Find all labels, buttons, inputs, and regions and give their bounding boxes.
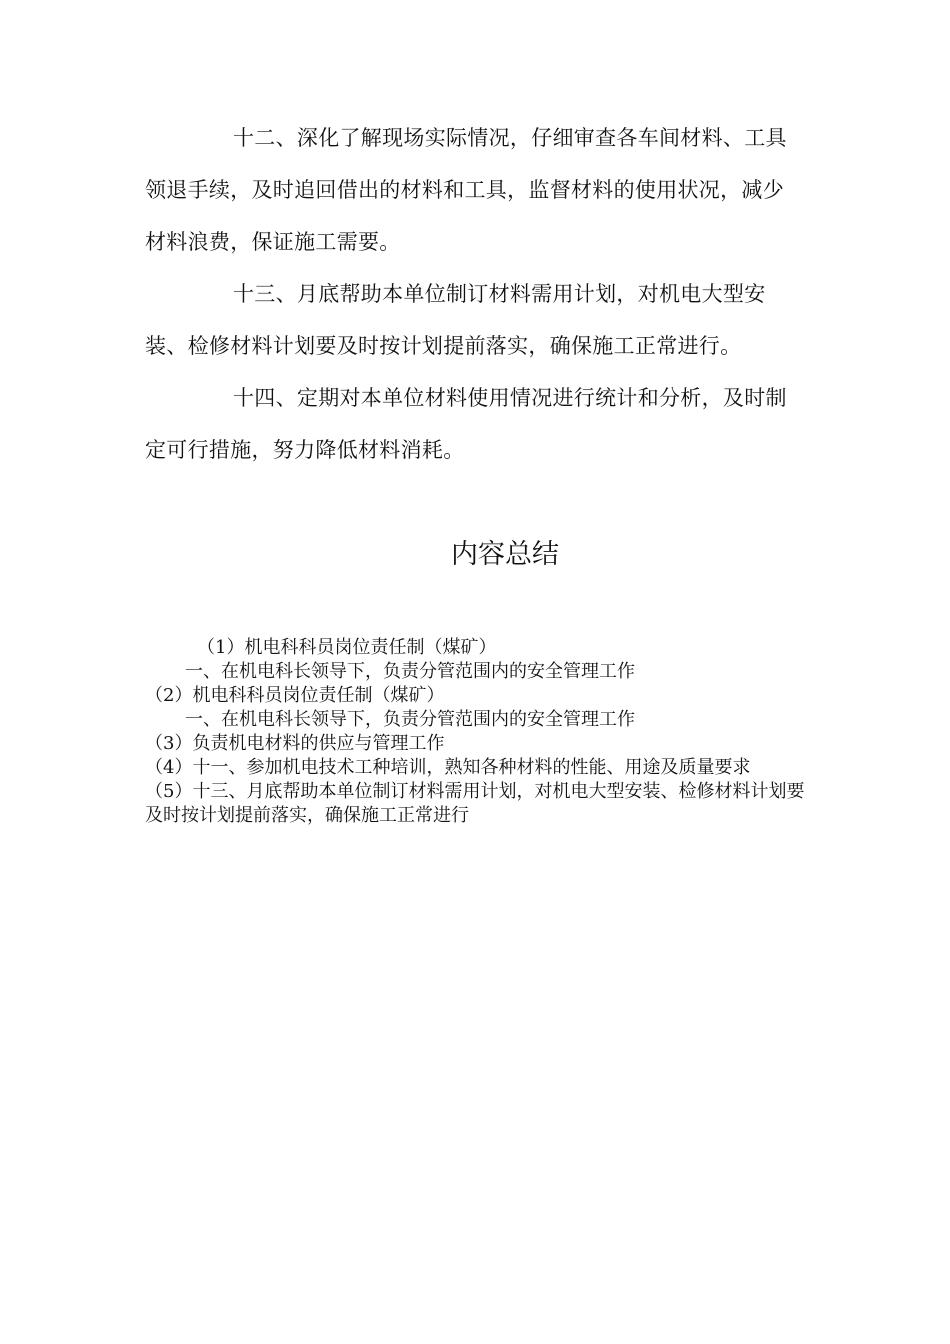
- paragraph-14: 十四、定期对本单位材料使用情况进行统计和分析，及时制定可行措施，努力降低材料消耗。: [145, 386, 787, 462]
- paragraph-12: 十二、深化了解现场实际情况，仔细审查各车间材料、工具领退手续，及时追回借出的材料和工具，监督材料的使用状况，减少材料浪费，保证施工需要。: [145, 126, 787, 254]
- summary-title: 内容总结: [451, 539, 559, 570]
- summary-line-4: 一、在机电科长领导下，负责分管范围内的安全管理工作: [185, 709, 635, 730]
- summary-line-7: （5）十三、月底帮助本单位制订材料需用计划，对机电大型安装、检修材料计划要及时按计划提前落实，确保施工正常进行: [145, 781, 805, 826]
- summary-line-1: （1）机电科科员岗位责任制（煤矿）: [197, 637, 497, 658]
- summary-list: [145, 636, 805, 828]
- body-text: [145, 112, 805, 476]
- summary-line-3: （2）机电科科员岗位责任制（煤矿）: [145, 685, 445, 706]
- summary-line-6: （4）十一、参加机电技术工种培训，熟知各种材料的性能、用途及质量要求: [145, 757, 751, 778]
- summary-line-5: （3）负责机电材料的供应与管理工作: [145, 733, 445, 754]
- paragraph-13: 十三、月底帮助本单位制订材料需用计划，对机电大型安装、检修材料计划要及时按计划提前落实，确保施工正常进行。: [145, 282, 766, 358]
- summary-line-2: 一、在机电科长领导下，负责分管范围内的安全管理工作: [185, 661, 635, 682]
